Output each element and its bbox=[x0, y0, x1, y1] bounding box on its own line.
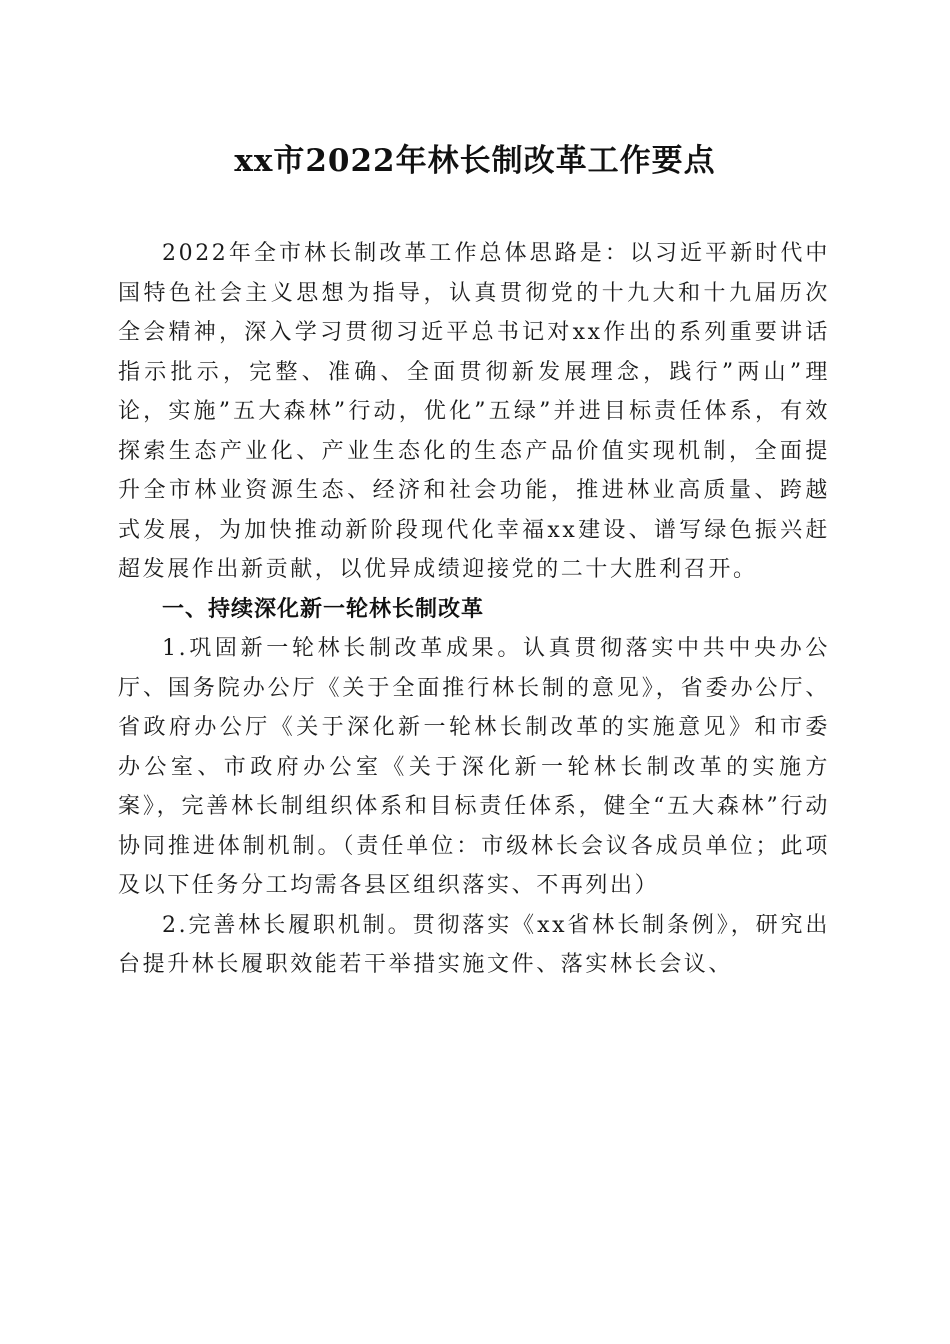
item-paragraph-2: 2.完善林长履职机制。贯彻落实《xx省林长制条例》，研究出台提升林长履职效能若干举措实施文件、落实林长会议、 bbox=[118, 912, 830, 977]
document-title: xx市2022年林长制改革工作要点 bbox=[234, 143, 716, 179]
document-body bbox=[118, 234, 830, 985]
item-paragraph-1: 1.巩固新一轮林长制改革成果。认真贯彻落实中共中央办公厅、国务院办公厅《关于全面推行林长制的意见》，省委办公厅、省政府办公厅《关于深化新一轮林长制改革的实施意见》和市委办公室、市政府办公室《关于深化新一轮林长制改革的实施方案》，完善林长制组织体系和目标责任体系，健全“五大森林”行动协同推进体制机制。（责任单位：市级林长会议各成员单位；此项及以下任务分工均需各县区组织落实、不再列出） bbox=[118, 636, 830, 898]
intro-paragraph: 2022年全市林长制改革工作总体思路是：以习近平新时代中国特色社会主义思想为指导，认真贯彻党的十九大和十九届历次全会精神，深入学习贯彻习近平总书记对xx作出的系列重要讲话指示批示，完整、准确、全面贯彻新发展理念，践行”两山”理论，实施”五大森林”行动，优化”五绿”并进目标责任体系，有效探索生态产业化、产业生态化的生态产品价值实现机制，全面提升全市林业资源生态、经济和社会功能，推进林业高质量、跨越式发展，为加快推动新阶段现代化幸福xx建设、谱写绿色振兴赶超发展作出新贡献，以优异成绩迎接党的二十大胜利召开。 bbox=[118, 241, 830, 582]
section-heading: 一、持续深化新一轮林长制改革 bbox=[162, 596, 485, 622]
